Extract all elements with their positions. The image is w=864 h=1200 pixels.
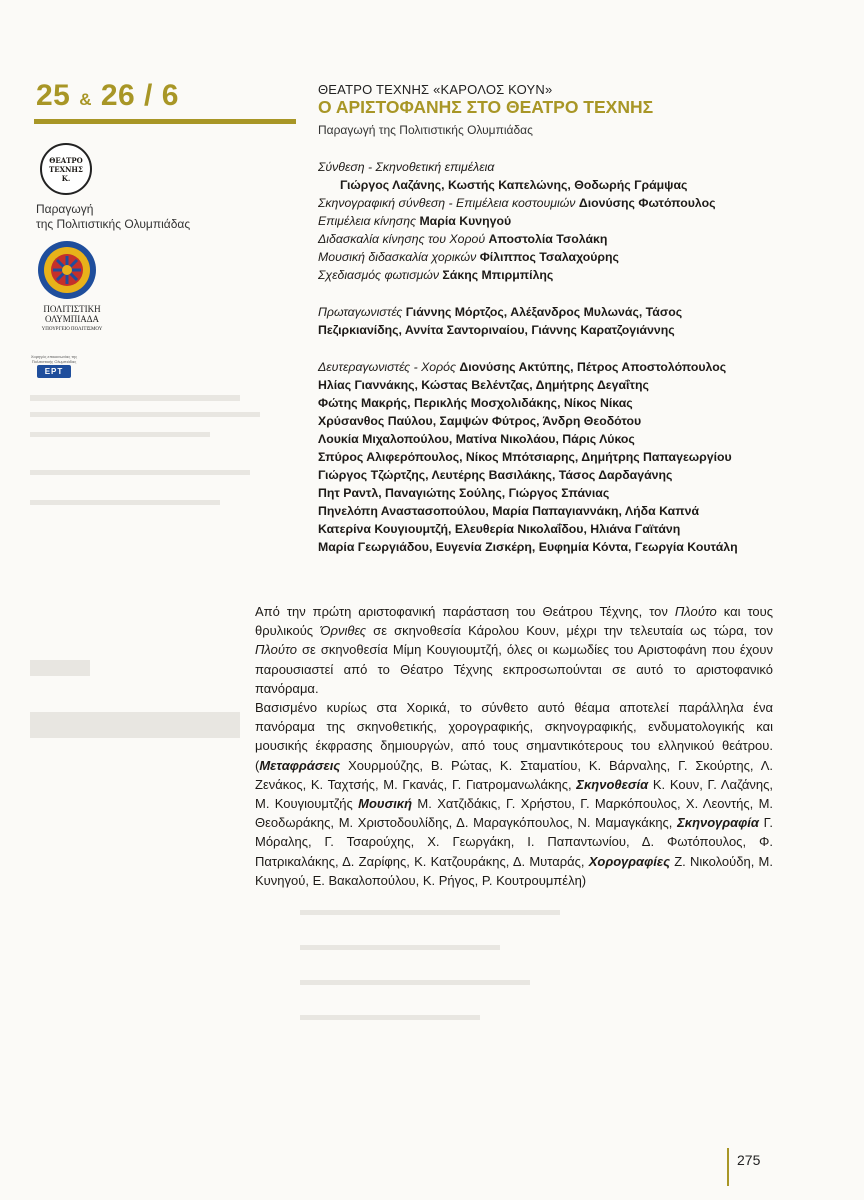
bleed-through-mark xyxy=(300,945,500,950)
text-run: Από την πρώτη αριστοφανική παράσταση του Θεάτρου Τέχνης, τον xyxy=(255,604,675,619)
spacer xyxy=(318,284,838,303)
credit-label: Σκηνοθεσία xyxy=(576,776,649,792)
ert-logo: ΕΡΤ xyxy=(37,365,71,378)
theatre-logo-text: ΘΕΑΤΡΟ xyxy=(49,155,83,165)
credit-role: Πρωταγωνιστές xyxy=(318,305,403,319)
credit-names: Πηνελόπη Αναστασοπούλου, Μαρία Παπαγιαννάκη, Λήδα Καπνά xyxy=(318,504,700,518)
credit-role: Σκηνογραφική σύνθεση - Επιμέλεια κοστουμιών xyxy=(318,196,576,210)
text-run: και τους θρυλικούς xyxy=(255,604,773,639)
event-date xyxy=(36,80,179,116)
description-paragraph xyxy=(255,602,773,698)
text-run: Βασισμένο κυρίως στα Χορικά, το σύνθετο αυτό θέαμα αποτελεί παράλληλα ένα πανόραμα της σκηνοθετικής, χορογραφικής, σκηνογραφικής, ενδυματολογικής και μουσικής έκφρασης δημιουργών, από τους σημαντικότερους του ελληνικού θεάτρου. ( xyxy=(255,700,773,773)
work-title: Πλούτο xyxy=(674,604,717,619)
text-run: Γ. Μόραλης, Γ. Τσαρούχης, Χ. Γεωργάκη, Ι. Παπαντωνίου, Δ. Φωτόπουλος, Φ. Πατρικαλάκης, Δ. Ζαρίφης, Κ. Κατζουράκης, Δ. Μυταράς, xyxy=(255,815,773,869)
credit-names: Χρύσανθος Παύλου, Σαμψών Φύτρος, Άνδρη Θεοδότου xyxy=(318,414,642,428)
olympiad-caption-line: ΠΟΛΙΤΙΣΤΙΚΗ xyxy=(43,304,101,314)
credit-label: Χορογραφίες xyxy=(588,853,671,869)
credit-label: Σκηνογραφία xyxy=(677,815,759,831)
production-credit xyxy=(36,202,190,232)
spacer xyxy=(318,339,838,358)
description xyxy=(255,602,773,890)
bleed-through-mark xyxy=(30,500,220,505)
bleed-through-mark xyxy=(300,1015,480,1020)
credit-line xyxy=(318,212,838,230)
text-run: Χουρμούζης, Β. Ρώτας, Κ. Σταματίου, Κ. Βάρναλης, Γ. Σκούρτης, Λ. Ζενάκος, Κ. Ταχτσής, Μ. Γκανάς, Γ. Γιατρομανωλάκης, xyxy=(255,757,773,792)
credit-names: Φώτης Μακρής, Περικλής Μοσχολιδάκης, Νίκος Νίκας xyxy=(318,396,633,410)
text-run: Ζ. Νικολούδη, Μ. Κυνηγού, Ε. Βακαλοπούλου, Κ. Ρήγος, Ρ. Κουτρουμπέλη) xyxy=(255,853,773,888)
ministry-caption: ΥΠΟΥΡΓΕΙΟ ΠΟΛΙΤΙΣΜΟΥ xyxy=(41,327,103,332)
bleed-through-mark xyxy=(30,712,240,738)
event-date-end: 26 / 6 xyxy=(100,79,179,112)
credit-line xyxy=(318,248,838,266)
text-run: Μ. Χατζιδάκις, Γ. Χρήστου, Γ. Μαρκόπουλος, Χ. Λεοντής, Μ. Θεοδωράκης, Μ. Χριστοδουλίδης, Δ. Μαραγκόπουλος, Ν. Μαμαγκάκης, xyxy=(255,796,774,831)
bleed-through-mark xyxy=(300,980,530,985)
bleed-through-mark xyxy=(30,432,210,437)
description-paragraph xyxy=(255,698,773,890)
credit-names: Γιώργος Τζώρτζης, Λευτέρης Βασιλάκης, Τάσος Δαρδαγάνης xyxy=(318,468,673,482)
credit-line xyxy=(318,266,838,284)
credit-role: Επιμέλεια κίνησης xyxy=(318,214,417,228)
event-date-start: 25 xyxy=(36,79,71,112)
credit-names: Πητ Ραντλ, Παναγιώτης Σούλης, Γιώργος Σπάνιας xyxy=(318,486,610,500)
page-number-rule xyxy=(727,1148,729,1186)
credit-label: Μεταφράσεις xyxy=(259,757,341,773)
text-run: σε σκηνοθεσία Κάρολου Κουν, μέχρι την τελευταία ως τώρα, τον xyxy=(366,623,773,639)
cultural-olympiad-emblem xyxy=(37,240,97,300)
theatre-logo xyxy=(40,143,92,195)
credit-line xyxy=(318,358,838,376)
credit-names: Μαρία Κυνηγού xyxy=(419,214,512,228)
credits-block xyxy=(318,158,838,556)
bleed-through-mark xyxy=(30,412,260,417)
credit-names: Γιάννης Μόρτζος, Αλέξανδρος Μυλωνάς, Τάσος xyxy=(405,305,683,319)
work-title: Πλούτο xyxy=(255,642,297,658)
production-credit-line: της Πολιτιστικής Ολυμπιάδας xyxy=(36,217,191,231)
accent-rule xyxy=(34,119,296,124)
event-title: Ο ΑΡΙΣΤΟΦΑΝΗΣ ΣΤΟ ΘΕΑΤΡΟ ΤΕΧΝΗΣ xyxy=(318,97,654,117)
credit-names: Λουκία Μιχαλοπούλου, Ματίνα Νικολάου, Πάρις Λύκος xyxy=(318,432,635,446)
credit-names: Κατερίνα Κουγιουμτζή, Ελευθερία Νικολαΐδου, Ηλιάνα Γαϊτάνη xyxy=(318,522,681,536)
credit-role: Σύνθεση - Σκηνοθετική επιμέλεια xyxy=(318,160,495,174)
credit-names: Αποστολία Τσολάκη xyxy=(488,232,608,246)
bleed-through-mark xyxy=(30,395,240,401)
olympiad-caption xyxy=(36,304,108,335)
credit-role: Δευτεραγωνιστές - Χορός xyxy=(318,360,456,374)
work-title: Όρνιθες xyxy=(320,623,367,639)
credit-role: Σχεδιασμός φωτισμών xyxy=(318,268,439,282)
event-date-ampersand: & xyxy=(79,90,92,109)
credit-names: Μαρία Γεωργιάδου, Ευγενία Ζισκέρη, Ευφημία Κόντα, Γεωργία Κουτάλη xyxy=(318,540,738,554)
theatre-logo-text: Κ. xyxy=(61,173,71,183)
credit-names: Πεζιρκιανίδης, Αννίτα Σαντοριναίου, Γιάννης Καρατζογιάννης xyxy=(318,323,675,337)
credit-role: Μουσική διδασκαλία χορικών xyxy=(318,250,477,264)
credit-names: Γιώργος Λαζάνης, Κωστής Καπελώνης, Θοδωρής Γράμψας xyxy=(340,178,688,192)
credit-names: Φίλιππος Τσαλαχούρης xyxy=(479,250,619,264)
theatre-logo-text: ΤΕΧΝΗΣ xyxy=(49,164,83,174)
credit-line xyxy=(318,230,838,248)
credit-line xyxy=(318,194,838,212)
credit-names: Σάκης Μπιρμπίλης xyxy=(442,268,554,282)
text-run: σε σκηνοθεσία Μίμη Κουγιουμτζή, όλες οι κωμωδίες του Αριστοφάνη που έχουν παρουσιαστεί από το Θέατρο Τέχνης εκπροσωπούνται σε αυτό το αριστοφανικό πανόραμα. xyxy=(255,642,773,696)
credit-label: Μουσική xyxy=(358,796,413,812)
page-number: 275 xyxy=(737,1152,761,1168)
bleed-through-mark xyxy=(30,660,90,676)
venue-name: ΘΕΑΤΡΟ ΤΕΧΝΗΣ «ΚΑΡΟΛΟΣ ΚΟΥΝ» xyxy=(318,82,553,97)
production-credit-line: Παραγωγή xyxy=(36,202,94,216)
credit-role: Διδασκαλία κίνησης του Χορού xyxy=(318,232,486,246)
olympiad-caption-line: ΟΛΥΜΠΙΑΔΑ xyxy=(44,314,99,324)
credit-names: Διονύσης Φωτόπουλος xyxy=(578,196,716,210)
credit-names: Ηλίας Γιαννάκης, Κώστας Βελέντζας, Δημήτρης Δεγαΐτης xyxy=(318,378,649,392)
sponsor-note: Χορηγός επικοινωνίας της Πολιτιστικής Ολυμπιάδας xyxy=(30,354,78,364)
bleed-through-mark xyxy=(300,910,560,915)
credit-names: Διονύσης Ακτύπης, Πέτρος Αποστολόπουλος xyxy=(459,360,727,374)
production-note: Παραγωγή της Πολιτιστικής Ολυμπιάδας xyxy=(318,123,533,137)
event-header xyxy=(318,82,838,138)
credit-names: Σπύρος Αλιφερόπουλος, Νίκος Μπότσιαρης, Δημήτρης Παπαγεωργίου xyxy=(318,450,732,464)
text-run: Κ. Κουν, Γ. Λαζάνης, Μ. Κουγιουμτζής xyxy=(255,776,773,812)
bleed-through-mark xyxy=(30,470,250,475)
credit-line xyxy=(318,303,838,321)
